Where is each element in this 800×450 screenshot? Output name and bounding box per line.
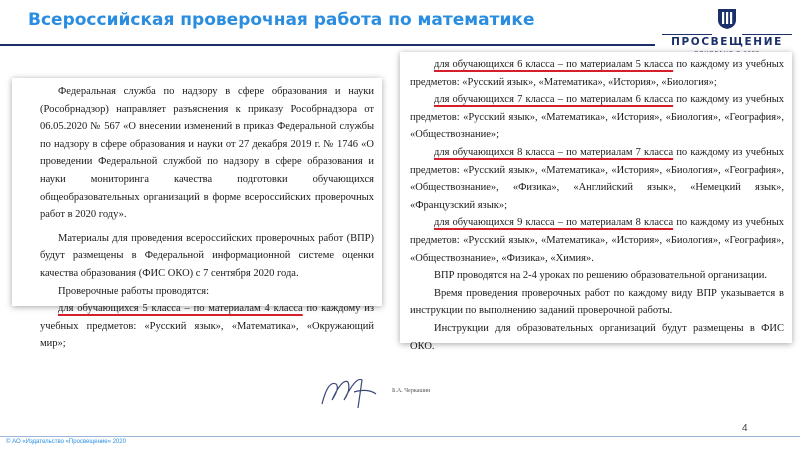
- grade-5-highlight: для обучающихся 5 класса – по материалам 4 класса: [58, 303, 303, 315]
- logo-left-rule: [662, 34, 712, 35]
- grade-6-highlight: для обучающихся 6 класса – по материалам 5 класса: [434, 59, 674, 70]
- logo-right-rule: [742, 34, 792, 35]
- grade-9-subjects: по каждому из учебных предметов: «Русский язык», «Математика», «История», «Биология», «География», «Обществознание», «Физика», «Химия».: [410, 217, 784, 264]
- copyright-notice: © АО «Издательство «Просвещение» 2020: [6, 439, 126, 445]
- signer-name: Б.А. Черкашин: [392, 388, 431, 394]
- grade-8-item: [410, 144, 784, 214]
- grade-8-highlight: для обучающихся 8 класса – по материалам 7 класса: [434, 146, 674, 158]
- lessons-paragraph: ВПР проводятся на 2-4 уроках по решению образовательной организации.: [434, 270, 768, 282]
- handwritten-signature-icon: [318, 370, 378, 412]
- grade-5-item: [40, 300, 374, 353]
- logo-name: ПРОСВЕЩЕНИЕ: [671, 36, 783, 48]
- document-scan-left: [12, 78, 382, 350]
- title-divider: [0, 44, 655, 46]
- logo-emblem-icon: [717, 8, 737, 30]
- grade-7-item: [410, 91, 784, 144]
- grade-7-subjects: по каждому из учебных предметов: «Русский язык», «Математика», «История», «Биология», «География», «Обществознание»;: [410, 94, 784, 141]
- scan-left-paragraph-3: Проверочные работы проводятся:: [58, 285, 209, 297]
- scan-left-paragraph-1: Федеральная служба по надзору в сфере образования и науки (Рособрнадзор) направляет разъяснения к приказу Рособрнадзора от 06.05.2020 № 567 «О внесении изменений в приказ Федеральной службы по надзору в сфере образования и науки от 27 декабря 2019 г. № 1746 «О проведении Федеральной службой по надзору в сфере образования и науки мониторинга качества подготовки обучающихся общеобразовательных организаций в форме всероссийских проверочных работ в 2020 году».: [40, 86, 374, 221]
- grade-6-item: [410, 56, 784, 91]
- scan-left-paragraph-2: Материалы для проведения всероссийских проверочных работ (ВПР) будут размещены в Федеральной информационной системе оценки качества образования (ФИС ОКО) с 7 сентября 2020 года.: [40, 232, 374, 279]
- grade-7-highlight: для обучающихся 7 класса – по материалам 6 класса: [434, 94, 674, 106]
- grade-9-highlight: для обучающихся 9 класса – по материалам 8 класса: [434, 217, 674, 229]
- page-number: 4: [742, 423, 748, 434]
- grade-6-subjects: по каждому из учебных предметов: «Русский язык», «Математика», «История», «Биология»;: [410, 59, 784, 88]
- slide-title: Всероссийская проверочная работа по математике: [28, 10, 535, 30]
- instructions-paragraph: Инструкции для образовательных организаций будут размещены в ФИС ОКО.: [410, 322, 784, 352]
- grade-8-subjects: по каждому из учебных предметов: «Русский язык», «Математика», «История», «Биология», «География», «Обществознание», «Физика», «Английский язык», «Немецкий язык», «Французский язык»;: [410, 146, 784, 211]
- footer-divider: [0, 436, 800, 437]
- grade-9-item: [410, 214, 784, 267]
- time-paragraph: Время проведения проверочных работ по каждому виду ВПР указывается в инструкции по выполнению заданий проверочной работы.: [410, 287, 784, 317]
- grade-5-subjects: по каждому из учебных предметов: «Русский язык», «Математика», «Окружающий мир»;: [40, 303, 375, 350]
- document-scan-right: [400, 52, 792, 352]
